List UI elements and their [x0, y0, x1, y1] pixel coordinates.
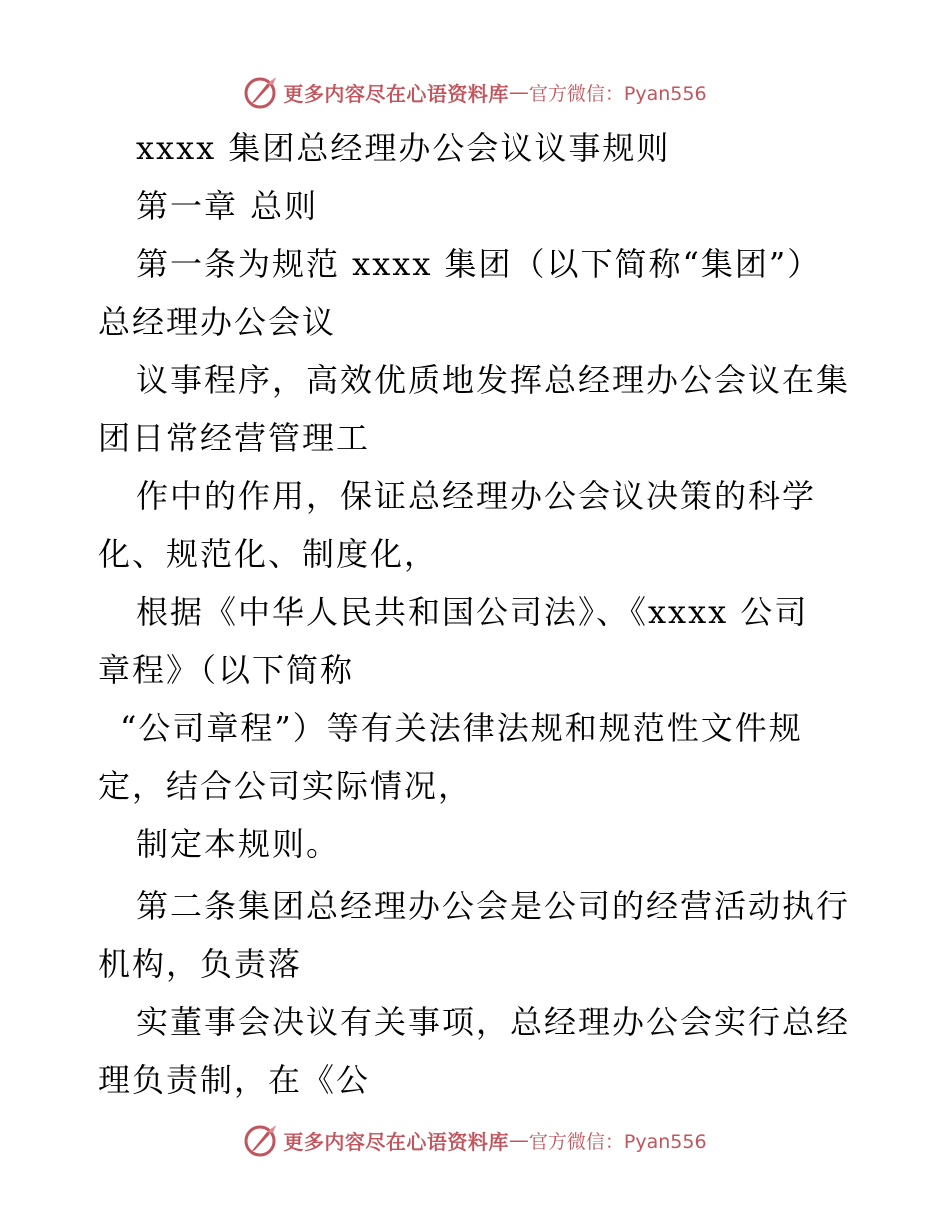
- paragraph-line: 定，结合公司实际情况，: [98, 767, 473, 805]
- paragraph-line: 制定本规则。: [136, 825, 341, 863]
- watermark-site-text: 更多内容尽在心语资料库: [283, 1129, 509, 1154]
- paragraph-line: 议事程序，高效优质地发挥总经理办公会议在集: [136, 361, 851, 399]
- paragraph-line: 根据《中华人民共和国公司法》、《xxxx 公司: [136, 593, 809, 631]
- watermark-wechat-text: 官方微信：Pyan556: [528, 82, 707, 105]
- watermark-wechat-text: 官方微信：Pyan556: [528, 1130, 707, 1153]
- watermark-separator: —: [508, 80, 529, 104]
- header-watermark: [0, 70, 950, 114]
- quill-logo-icon: [243, 74, 279, 110]
- watermark-site-text: 更多内容尽在心语资料库: [283, 81, 509, 106]
- paragraph-line: 第二条集团总经理办公会是公司的经营活动执行: [136, 887, 851, 925]
- footer-watermark: [0, 1118, 950, 1162]
- watermark-separator: —: [508, 1128, 529, 1152]
- paragraph-line: 作中的作用，保证总经理办公会议决策的科学: [136, 477, 817, 515]
- paragraph-line: “公司章程”）等有关法律法规和规范性文件规: [120, 709, 803, 747]
- paragraph-line: 章程》（以下简称: [98, 651, 355, 689]
- paragraph-line: 机构，负责落: [98, 945, 303, 983]
- document-title: xxxx 集团总经理办公会议议事规则: [136, 129, 671, 167]
- paragraph-line: 化、规范化、制度化，: [98, 535, 439, 573]
- paragraph-line: 团日常经营管理工: [98, 419, 371, 457]
- quill-logo-icon: [243, 1122, 279, 1158]
- paragraph-line: 理负责制，在《公: [98, 1061, 371, 1099]
- paragraph-line: 总经理办公会议: [98, 303, 337, 341]
- paragraph-line: 第一条为规范 xxxx 集团（以下简称“集团”）: [136, 245, 822, 283]
- paragraph-line: 实董事会决议有关事项，总经理办公会实行总经: [136, 1003, 851, 1041]
- chapter-heading: 第一章 总则: [136, 187, 319, 225]
